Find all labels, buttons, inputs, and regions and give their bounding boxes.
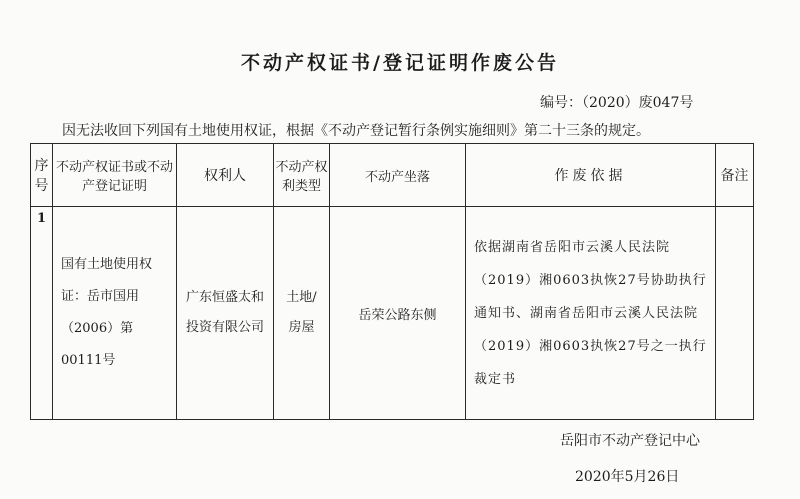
cell-cert: 国有土地使用权证：岳市国用（2006）第00111号 bbox=[53, 207, 177, 420]
table-row bbox=[31, 207, 754, 420]
header-cert: 不动产权证书或不动产登记证明 bbox=[53, 144, 177, 207]
page-title: 不动产权证书/登记证明作废公告 bbox=[241, 52, 559, 74]
void-notice-table bbox=[30, 143, 754, 420]
issuer-name: 岳阳市不动产登记中心 bbox=[560, 433, 700, 449]
cell-type: 土地/房屋 bbox=[274, 207, 330, 420]
cell-basis: 依据湖南省岳阳市云溪人民法院（2019）湘0603执恢27号协助执行通知书、湖南省岳阳市云溪人民法院（2019）湘0603执恢27号之一执行裁定书 bbox=[466, 207, 716, 420]
document-number: 编号：（2020）废047号 bbox=[540, 95, 694, 111]
cell-seq: 1 bbox=[31, 207, 53, 420]
header-remark: 备注 bbox=[716, 144, 754, 207]
header-seq: 序号 bbox=[31, 144, 53, 207]
cell-remark bbox=[716, 207, 754, 420]
header-location: 不动产坐落 bbox=[330, 144, 466, 207]
issue-date: 2020年5月26日 bbox=[575, 469, 680, 485]
table-header-row bbox=[31, 144, 754, 207]
header-type: 不动产权利类型 bbox=[274, 144, 330, 207]
cell-location: 岳荣公路东侧 bbox=[330, 207, 466, 420]
header-basis: 作废依据 bbox=[466, 144, 716, 207]
header-owner: 权利人 bbox=[177, 144, 274, 207]
intro-text: 因无法收回下列国有土地使用权证，根据《不动产登记暂行条例实施细则》第二十三条的规定。 bbox=[62, 123, 650, 139]
cell-owner: 广东恒盛太和投资有限公司 bbox=[177, 207, 274, 420]
